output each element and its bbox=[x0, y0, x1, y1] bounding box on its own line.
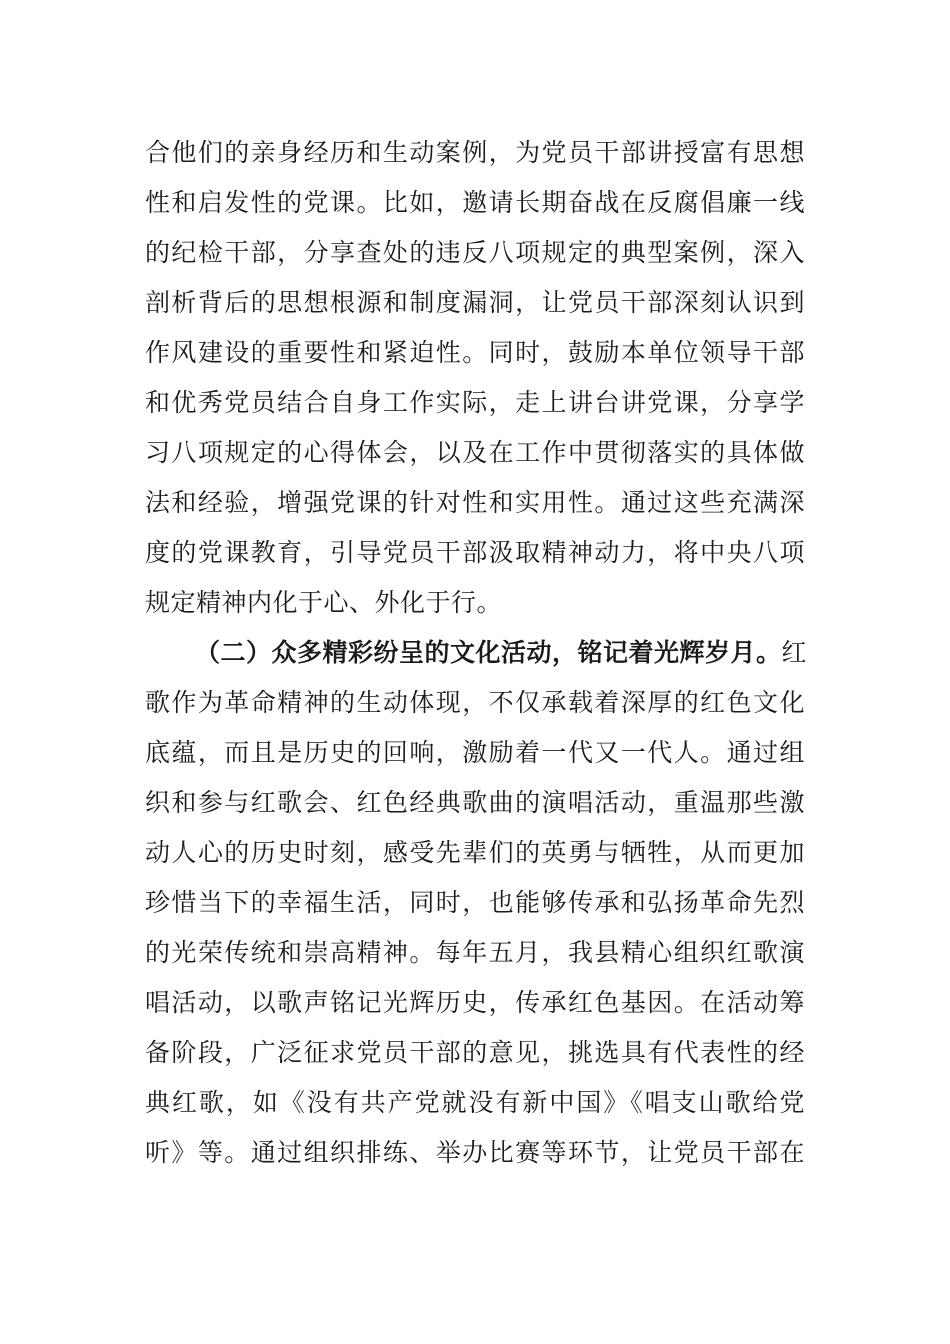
text-line: 听》等。通过组织排练、举办比赛等环节，让党员干部在 bbox=[145, 1138, 805, 1167]
text-line: 和优秀党员结合自身工作实际，走上讲台讲党课，分享学 bbox=[145, 388, 805, 417]
text-line: 唱活动，以歌声铭记光辉历史，传承红色基因。在活动筹 bbox=[145, 988, 805, 1017]
text-line: 的光荣传统和崇高精神。每年五月，我县精心组织红歌演 bbox=[145, 938, 805, 967]
section-heading: （二）众多精彩纷呈的文化活动，铭记着光辉岁月。 bbox=[195, 638, 782, 667]
section-heading-line bbox=[145, 628, 808, 678]
text-line: 剖析背后的思想根源和制度漏洞，让党员干部深刻认识到 bbox=[145, 288, 805, 317]
text-line: 法和经验，增强党课的针对性和实用性。通过这些充满深 bbox=[145, 488, 805, 517]
text-line: 规定精神内化于心、外化于行。 bbox=[145, 588, 503, 617]
text-line: 织和参与红歌会、红色经典歌曲的演唱活动，重温那些激 bbox=[145, 788, 805, 817]
text-line: 合他们的亲身经历和生动案例，为党员干部讲授富有思想 bbox=[145, 138, 805, 167]
paragraph-1 bbox=[145, 128, 805, 628]
text-line: 备阶段，广泛征求党员干部的意见，挑选具有代表性的经 bbox=[145, 1038, 805, 1067]
text-line: 度的党课教育，引导党员干部汲取精神动力，将中央八项 bbox=[145, 538, 805, 567]
text-line: 动人心的历史时刻，感受先辈们的英勇与牺牲，从而更加 bbox=[145, 838, 805, 867]
paragraph-2 bbox=[145, 628, 808, 1178]
text-line: 的纪检干部，分享查处的违反八项规定的典型案例，深入 bbox=[145, 238, 805, 267]
text-line: 底蕴，而且是历史的回响，激励着一代又一代人。通过组 bbox=[145, 738, 805, 767]
text-line: 性和启发性的党课。比如，邀请长期奋战在反腐倡廉一线 bbox=[145, 188, 805, 217]
text-line: 珍惜当下的幸福生活，同时，也能够传承和弘扬革命先烈 bbox=[145, 888, 805, 917]
text-line: 典红歌，如《没有共产党就没有新中国》《唱支山歌给党 bbox=[145, 1088, 805, 1117]
text-line: 习八项规定的心得体会，以及在工作中贯彻落实的具体做 bbox=[145, 438, 805, 467]
document-body bbox=[145, 128, 808, 1178]
text-line: 歌作为革命精神的生动体现，不仅承载着深厚的红色文化 bbox=[145, 688, 805, 717]
text-line: 作风建设的重要性和紧迫性。同时，鼓励本单位领导干部 bbox=[145, 338, 805, 367]
text-fragment: 红 bbox=[781, 638, 808, 667]
